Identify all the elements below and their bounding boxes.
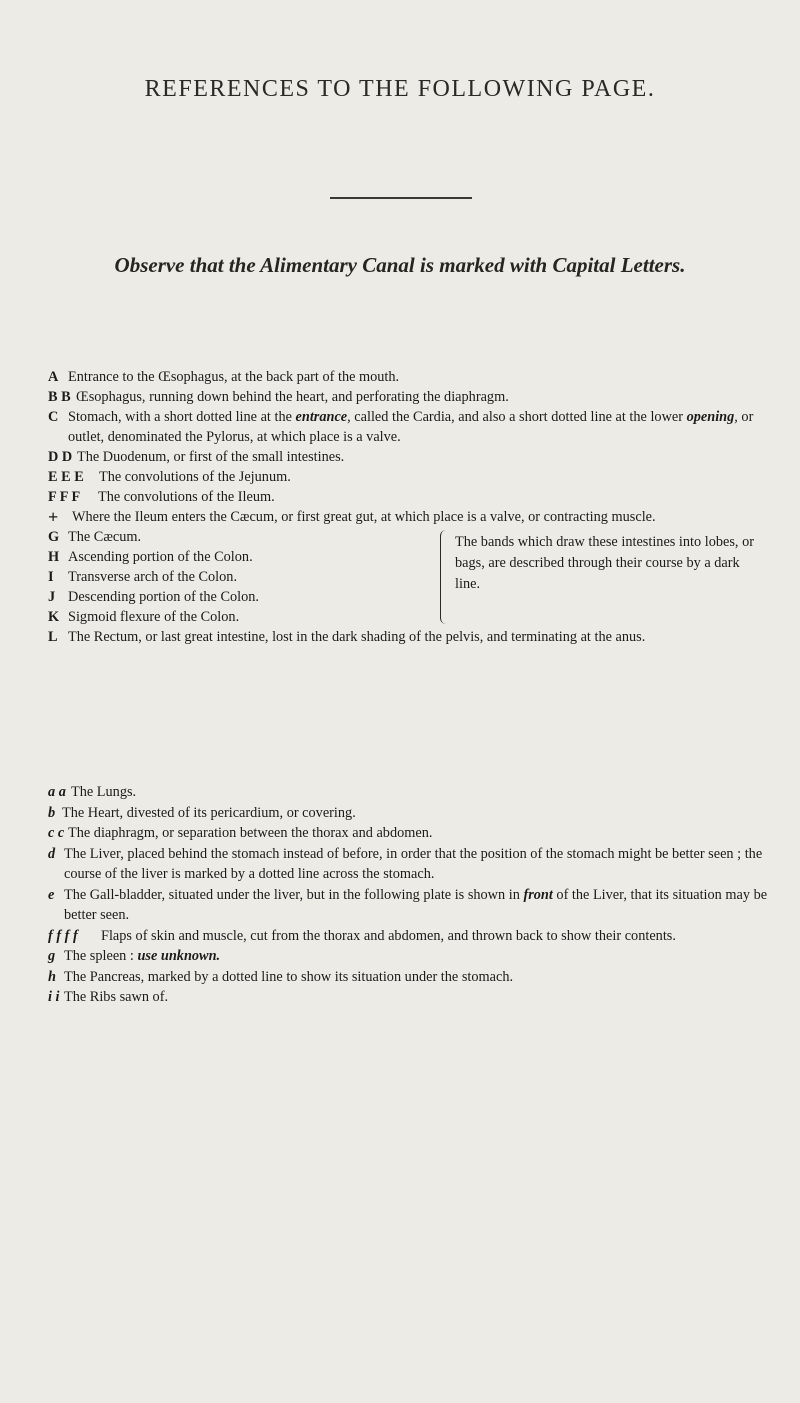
reference-text: The convolutions of the Jejunum. <box>99 469 291 485</box>
reference-text-part: Stomach, with a short dotted line at the <box>68 409 296 425</box>
reference-letter: J <box>48 589 56 605</box>
reference-item <box>48 507 768 527</box>
reference-text: The Heart, divested of its pericardium, or covering. <box>62 804 356 821</box>
reference-emphasis: front <box>523 886 553 903</box>
reference-letter: i i <box>48 989 60 1005</box>
reference-letter: K <box>48 609 60 625</box>
reference-letter: F F F <box>48 489 81 505</box>
reference-text-part: of the Liver, that its situation may be better seen. <box>64 886 768 923</box>
reference-item <box>48 527 440 547</box>
reference-text: The diaphragm, or separation between the thorax and abdomen. <box>68 825 433 841</box>
reference-text <box>64 946 768 967</box>
reference-text: The Ribs sawn of. <box>64 989 169 1005</box>
reference-text: The Duodenum, or first of the small intestines. <box>77 449 345 465</box>
reference-item <box>48 407 768 447</box>
reference-text-part: The Gall-bladder, situated under the liver, but in the following plate is shown in <box>64 886 524 903</box>
reference-letter: B B <box>48 389 71 405</box>
page-subtitle: Observe that the Alimentary Canal is marked with Capital Letters. <box>114 253 686 277</box>
reference-item <box>48 487 768 507</box>
reference-item <box>48 627 768 647</box>
reference-text: The Rectum, or last great intestine, lost in the dark shading of the pelvis, and terminating at the anus. <box>68 629 646 645</box>
title-divider <box>330 197 472 199</box>
reference-item <box>48 547 440 567</box>
reference-emphasis: use unknown. <box>137 948 221 964</box>
reference-item <box>48 926 768 947</box>
page-title: REFERENCES TO THE FOLLOWING PAGE. <box>144 76 656 102</box>
reference-text: Where the Ileum enters the Cæcum, or first great gut, at which place is a valve, or contracting muscle. <box>72 509 656 525</box>
reference-emphasis: entrance <box>295 409 348 425</box>
reference-item <box>48 823 768 844</box>
reference-text: Œsophagus, running down behind the heart, and perforating the diaphragm. <box>76 389 509 405</box>
reference-item <box>48 844 768 885</box>
reference-letter: d <box>48 845 56 862</box>
reference-letter: h <box>48 968 56 985</box>
reference-text: Descending portion of the Colon. <box>68 589 259 605</box>
reference-letter: g <box>48 948 56 964</box>
colon-group-note: The bands which draw these intestines into lobes, or bags, are described through their course by a dark line. <box>455 534 754 592</box>
reference-text: Transverse arch of the Colon. <box>68 569 238 585</box>
reference-letter: a a <box>48 784 66 800</box>
reference-text: The convolutions of the Ileum. <box>98 489 275 505</box>
reference-text: Ascending portion of the Colon. <box>68 549 253 565</box>
reference-letter: L <box>48 629 58 645</box>
small-letter-references <box>48 782 768 1008</box>
reference-letter: e <box>48 886 55 903</box>
reference-item <box>48 803 768 824</box>
reference-letter: E E E <box>48 469 84 485</box>
reference-item <box>48 567 440 587</box>
reference-letter: D D <box>48 449 73 465</box>
reference-text: The Pancreas, marked by a dotted line to show its situation under the stomach. <box>64 968 514 985</box>
reference-text: Flaps of skin and muscle, cut from the thorax and abdomen, and thrown back to show their contents. <box>101 927 676 944</box>
reference-text: The Lungs. <box>71 784 137 800</box>
reference-text-part: The spleen : <box>64 948 138 964</box>
reference-letter: f f f f <box>48 927 78 944</box>
reference-text-part: , or outlet, denominated the Pylorus, at which place is a valve. <box>68 409 754 445</box>
reference-letter: H <box>48 549 60 565</box>
reference-item <box>48 782 768 803</box>
reference-item <box>48 387 768 407</box>
reference-letter: b <box>48 804 56 821</box>
reference-letter: A <box>48 369 59 385</box>
reference-item <box>48 467 768 487</box>
reference-letter: G <box>48 529 60 545</box>
brace-icon <box>440 530 451 624</box>
plus-marker: + <box>48 507 59 527</box>
reference-item <box>48 987 768 1008</box>
reference-text: The Cæcum. <box>68 529 142 545</box>
reference-text: Entrance to the Œsophagus, at the back part of the mouth. <box>68 369 400 385</box>
reference-letter: I <box>48 569 54 585</box>
reference-item <box>48 607 440 627</box>
reference-item <box>48 447 768 467</box>
reference-item <box>48 587 440 607</box>
reference-item <box>48 967 768 988</box>
reference-letter: c c <box>48 825 65 841</box>
reference-letter: C <box>48 409 59 425</box>
capital-letter-references <box>48 367 768 647</box>
reference-emphasis: opening <box>686 409 735 425</box>
reference-item <box>48 367 768 387</box>
reference-item <box>48 946 768 967</box>
colon-group-list <box>48 527 440 627</box>
reference-text-part: , called the Cardia, and also a short dotted line at the lower <box>347 409 687 425</box>
reference-item <box>48 885 768 926</box>
reference-text <box>64 885 768 926</box>
reference-text <box>68 407 768 447</box>
reference-text: The Liver, placed behind the stomach instead of before, in order that the position of the stomach might be better seen ; the course of the liver is marked by a dotted line across the stomach. <box>64 845 763 882</box>
colon-group <box>48 527 768 627</box>
reference-text: Sigmoid flexure of the Colon. <box>68 609 240 625</box>
